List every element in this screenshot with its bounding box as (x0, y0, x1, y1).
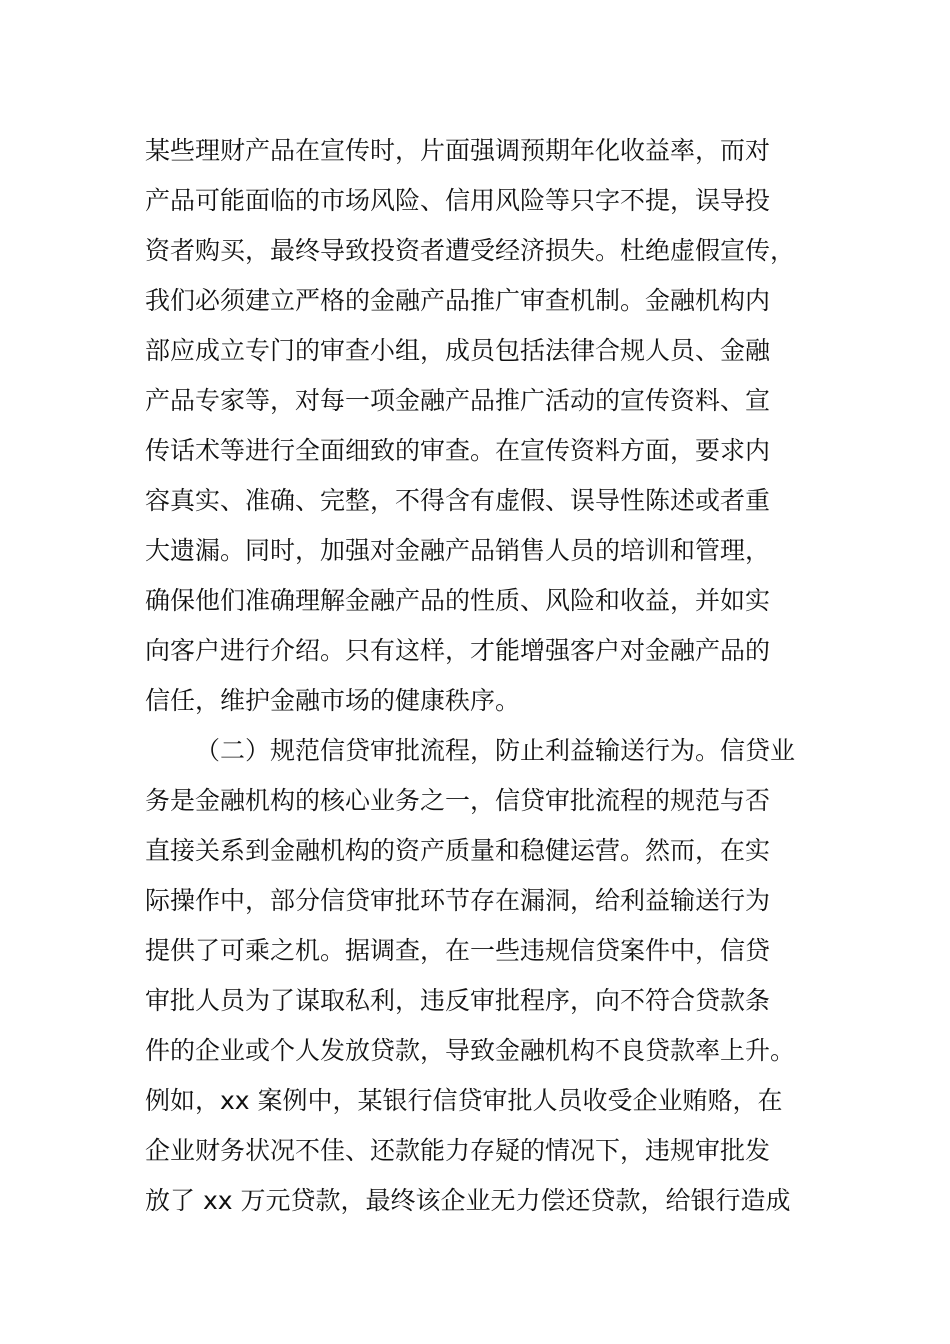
text-line: 件的企业或个人发放贷款，导致金融机构不良贷款率上升。 (145, 1036, 796, 1065)
text-line: 信任，维护金融市场的健康秩序。 (145, 686, 521, 715)
text-line: 务是金融机构的核心业务之一，信贷审批流程的规范与否 (145, 786, 771, 815)
text-line: 企业财务状况不佳、还款能力存疑的情况下，违规审批发 (145, 1136, 771, 1165)
text-line: 容真实、准确、完整，不得含有虚假、误导性陈述或者重 (145, 486, 771, 515)
text-line: 我们必须建立严格的金融产品推广审查机制。金融机构内 (145, 286, 771, 315)
text-line: 大遗漏。同时，加强对金融产品销售人员的培训和管理， (145, 536, 771, 565)
text-line: 确保他们准确理解金融产品的性质、风险和收益，并如实 (145, 586, 771, 615)
text-line: 资者购买，最终导致投资者遭受经济损失。杜绝虚假宣传， (145, 236, 796, 265)
text-line: 部应成立专门的审查小组，成员包括法律合规人员、金融 (145, 336, 771, 365)
text-line: 放了 xx 万元贷款，最终该企业无力偿还贷款，给银行造成 (145, 1186, 791, 1215)
text-line: 某些理财产品在宣传时，片面强调预期年化收益率，而对 (145, 136, 771, 165)
section-heading-line: （二）规范信贷审批流程，防止利益输送行为。信贷业 (195, 736, 796, 765)
text-line: 传话术等进行全面细致的审查。在宣传资料方面，要求内 (145, 436, 771, 465)
text-line: 审批人员为了谋取私利，违反审批程序，向不符合贷款条 (145, 986, 771, 1015)
text-line: 向客户进行介绍。只有这样，才能增强客户对金融产品的 (145, 636, 771, 665)
text-line: 提供了可乘之机。据调查，在一些违规信贷案件中，信贷 (145, 936, 771, 965)
text-line: 例如，xx 案例中，某银行信贷审批人员收受企业贿赂，在 (145, 1086, 783, 1115)
text-line: 际操作中，部分信贷审批环节存在漏洞，给利益输送行为 (145, 886, 771, 915)
text-line: 产品可能面临的市场风险、信用风险等只字不提，误导投 (145, 186, 771, 215)
text-line: 直接关系到金融机构的资产质量和稳健运营。然而，在实 (145, 836, 771, 865)
text-line: 产品专家等，对每一项金融产品推广活动的宣传资料、宣 (145, 386, 771, 415)
